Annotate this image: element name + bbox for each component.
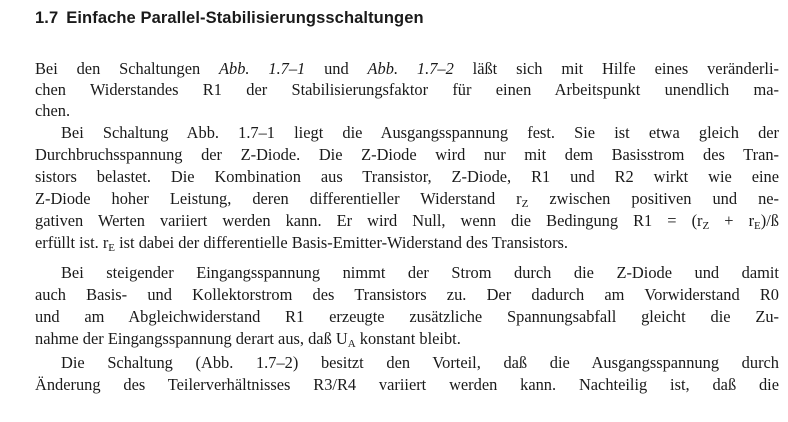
text-line-15: Änderung des Teilerverhältnisses R3/R4 variiert werden kann. Nachteilig ist, daß die <box>35 375 779 394</box>
text-fragment: ist dabei der differentielle Basis-Emitter-Widerstand des Transistors. <box>115 233 569 252</box>
text-line-2: chen Widerstandes R1 der Stabilisierungsfaktor für einen Arbeitspunkt unendlich ma- <box>35 80 779 99</box>
text-line-13 <box>35 329 779 349</box>
text-line-12: und am Abgleichwiderstand R1 erzeugte zusätzliche Spannungsabfall gleicht die Zu- <box>35 307 779 326</box>
text-fragment: + r <box>709 211 755 230</box>
subscript: E <box>108 242 116 254</box>
text-line-7 <box>35 189 779 209</box>
figure-reference: Abb. 1.7–1 <box>219 59 306 78</box>
text-line-11: auch Basis- und Kollektorstrom des Transistors zu. Der dadurch am Vorwiderstand R0 <box>35 285 779 304</box>
text-line-8 <box>35 211 779 231</box>
section-title: Einfache Parallel-Stabilisierungsschaltungen <box>66 9 424 27</box>
text-fragment: und <box>305 59 368 78</box>
text-fragment: konstant bleibt. <box>355 329 461 348</box>
section-number: 1.7 <box>35 9 59 27</box>
text-fragment: läßt sich mit Hilfe eines veränderli- <box>453 59 779 78</box>
text-fragment: )/ß <box>760 211 779 230</box>
text-fragment: gativen Werten variiert werden kann. Er wird Null, wenn die Bedingung R1 = (r <box>35 211 703 230</box>
text-fragment: erfüllt ist. r <box>35 233 109 252</box>
text-line-14: Die Schaltung (Abb. 1.7–2) besitzt den Vorteil, daß die Ausgangsspannung durch <box>61 353 779 372</box>
text-fragment: Z-Diode hoher Leistung, deren differentieller Widerstand r <box>35 189 522 208</box>
text-line-3: chen. <box>35 101 71 120</box>
text-line-5: Durchbruchsspannung der Z-Diode. Die Z-Diode wird nur mit dem Basisstrom des Tran- <box>35 145 779 164</box>
subscript: Z <box>521 198 529 210</box>
text-line-9 <box>35 233 779 253</box>
subscript: Z <box>702 220 710 232</box>
subscript: E <box>754 220 761 232</box>
figure-reference: Abb. 1.7–2 <box>367 59 454 78</box>
section-heading <box>35 9 424 28</box>
text-line-1 <box>35 59 779 79</box>
text-line-4: Bei Schaltung Abb. 1.7–1 liegt die Ausgangsspannung fest. Sie ist etwa gleich der <box>61 123 779 142</box>
text-fragment: nahme der Eingangsspannung derart aus, daß U <box>35 329 348 348</box>
subscript: A <box>347 338 356 350</box>
text-fragment: Bei den Schaltungen <box>35 59 220 78</box>
text-line-6: sistors belastet. Die Kombination aus Transistor, Z-Diode, R1 und R2 wirkt wie eine <box>35 167 779 186</box>
text-line-10: Bei steigender Eingangsspannung nimmt der Strom durch die Z-Diode und damit <box>61 263 779 282</box>
text-fragment: zwischen positiven und ne- <box>528 189 779 208</box>
